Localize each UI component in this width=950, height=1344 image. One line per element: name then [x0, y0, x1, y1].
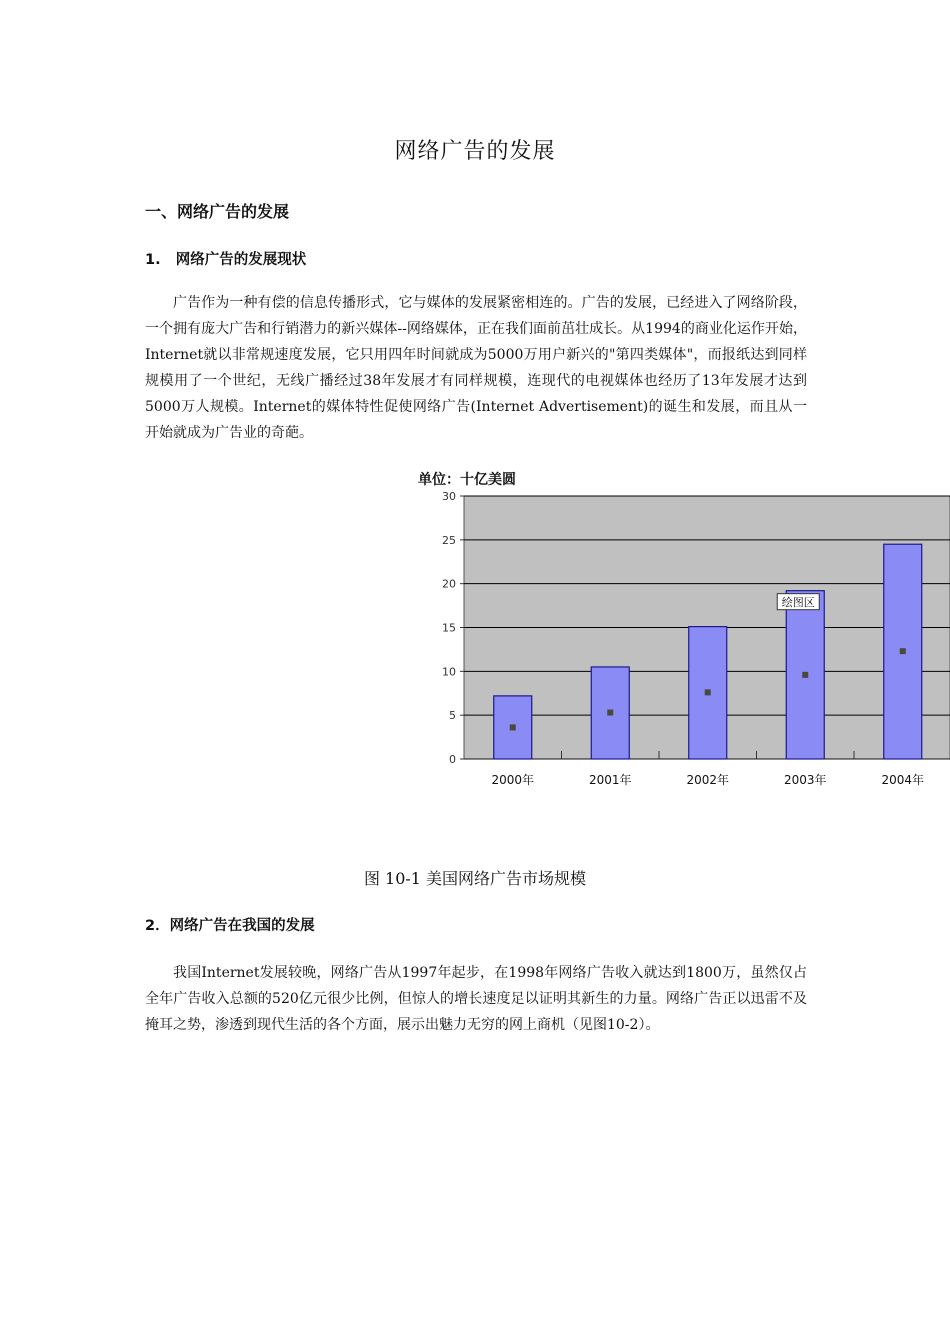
subsection-heading-2: 2．网络广告在我国的发展	[145, 918, 315, 934]
y-tick-label: 30	[442, 490, 456, 503]
y-tick-label: 0	[449, 753, 456, 766]
y-tick-label: 20	[442, 577, 456, 591]
subsection-heading-1: 1. 网络广告的发展现状	[145, 252, 307, 268]
market-size-chart	[412, 464, 950, 804]
figure-caption: 图 10-1 美国网络广告市场规模	[363, 869, 587, 888]
tooltip-text: 绘图区	[781, 596, 815, 610]
x-tick-label: 2002年	[686, 773, 730, 787]
bar-marker	[705, 689, 711, 695]
y-tick-label: 15	[442, 621, 456, 635]
y-tick-label: 10	[442, 665, 456, 679]
y-tick-label: 5	[449, 709, 456, 723]
bar-marker	[900, 648, 906, 654]
y-tick-label: 25	[442, 533, 456, 547]
plot-area-tooltip	[777, 594, 819, 610]
paragraph-1: 广告作为一种有偿的信息传播形式，它与媒体的发展紧密相连的。广告的发展，已经进入了网络阶段，一个拥有庞大广告和行销潜力的新兴媒体--网络媒体，正在我们面前茁壮成长。从1994的商业化运作开始，Internet就以非常规速度发展，它只用四年时间就成为5000万用户新兴的"第四类媒体"，而报纸达到同样规模用了一个世纪，无线广播经过38年发展才有同样规模，连现代的电视媒体也经历了13年发展才达到5000万人规模。Internet的媒体特性促使网络广告(Internet Advertisement)的诞生和发展，而且从一开始就成为广告业的奇葩。	[145, 295, 807, 441]
x-tick-label: 2000年	[491, 773, 535, 787]
x-tick-label: 2001年	[588, 773, 632, 787]
bar-marker	[510, 724, 516, 730]
bar-marker	[802, 672, 808, 678]
x-tick-label: 2003年	[783, 773, 827, 787]
paragraph-2: 我国Internet发展较晚，网络广告从1997年起步，在1998年网络广告收入就达到1800万，虽然仅占全年广告收入总额的520亿元很少比例，但惊人的增长速度足以证明其新生的力量。网络广告正以迅雷不及掩耳之势，渗透到现代生活的各个方面，展示出魅力无穷的网上商机（见图10-2）。	[145, 965, 807, 1033]
y-axis-ticks	[442, 490, 464, 766]
x-tick-label: 2004年	[881, 773, 925, 787]
bar-marker	[607, 710, 613, 716]
chart-unit-label: 单位：十亿美圆	[418, 472, 516, 488]
section-heading: 一、网络广告的发展	[145, 202, 290, 221]
page-title: 网络广告的发展	[394, 139, 556, 164]
